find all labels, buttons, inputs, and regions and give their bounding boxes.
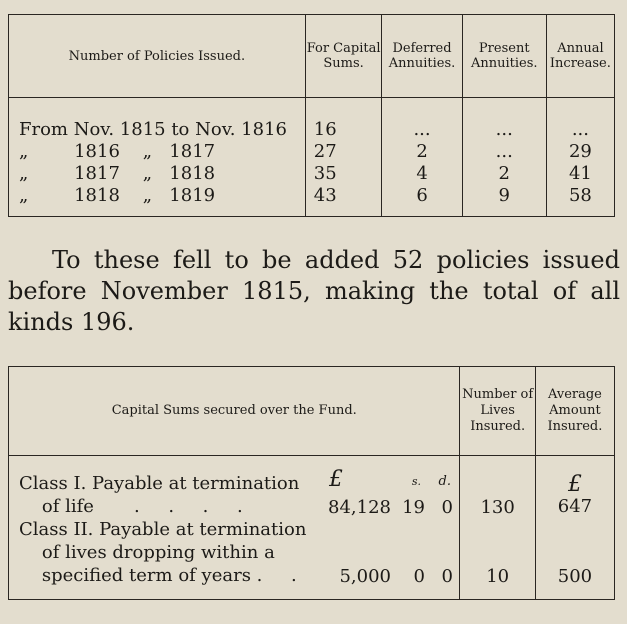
- period-cell: „ 1817 „ 1818: [19, 162, 216, 184]
- capital-cell: 16: [305, 98, 382, 141]
- deferred-cell: 6: [382, 184, 462, 217]
- deferred-cell: 4: [382, 162, 462, 184]
- amount-group: [323, 467, 453, 518]
- table-row: [9, 184, 615, 217]
- pounds-value: 84,128: [328, 497, 391, 518]
- header-present-annuities: Present Annuities.: [462, 15, 546, 98]
- period-cell: „ 1816 „ 1817: [19, 140, 216, 162]
- increase-cell: ...: [546, 98, 614, 141]
- deferred-cell: 2: [382, 140, 462, 162]
- policies-issued-table: [8, 14, 615, 217]
- table-row: [9, 456, 615, 519]
- present-cell: ...: [462, 140, 546, 162]
- lives-cell: 10: [460, 518, 535, 600]
- pence-value: 0: [441, 497, 453, 518]
- header-number-of-lives: Number of Lives Insured.: [460, 367, 535, 456]
- present-cell: 2: [462, 162, 546, 184]
- pence-label: d.: [438, 474, 451, 489]
- deferred-cell: ...: [382, 98, 462, 141]
- table-row: [9, 140, 615, 162]
- average-cell: 647: [557, 496, 593, 517]
- period-cell: From Nov. 1815 to Nov. 1816: [19, 118, 287, 140]
- header-policies-issued: Number of Policies Issued.: [9, 15, 306, 98]
- pound-symbol: £: [329, 467, 343, 492]
- average-pound-symbol: £: [567, 472, 582, 497]
- period-cell: „ 1818 „ 1819: [19, 184, 216, 206]
- capital-cell: 27: [305, 140, 382, 162]
- shillings-label: s.: [411, 475, 421, 488]
- capital-cell: 35: [305, 162, 382, 184]
- amount-group: [323, 566, 453, 587]
- present-cell: ...: [462, 98, 546, 141]
- present-cell: 9: [462, 184, 546, 217]
- table-row: [9, 98, 615, 141]
- shillings-value: 19: [402, 497, 425, 518]
- pounds-value: 5,000: [339, 566, 391, 587]
- table-row: [9, 518, 615, 600]
- header-deferred-annuities: Deferred Annuities.: [382, 15, 462, 98]
- average-cell: 500: [535, 518, 614, 600]
- body-paragraph: To these fell to be added 52 policies issued before November 1815, making the total of all kinds 196.: [8, 246, 620, 336]
- increase-cell: 41: [546, 162, 614, 184]
- capital-cell: 43: [305, 184, 382, 217]
- class-description: Class I. Payable at termination of life . . . .: [19, 473, 300, 517]
- header-capital-sums-secured: Capital Sums secured over the Fund.: [9, 367, 460, 456]
- capital-sums-table: [8, 366, 615, 600]
- class-description: Class II. Payable at termination of lives dropping within a specified term of years . .: [19, 519, 307, 586]
- header-average-amount: Average Amount Insured.: [535, 367, 614, 456]
- increase-cell: 58: [546, 184, 614, 217]
- lives-cell: 130: [460, 456, 535, 519]
- pence-value: 0: [441, 566, 453, 587]
- header-annual-increase: Annual Increase.: [546, 15, 614, 98]
- increase-cell: 29: [546, 140, 614, 162]
- shillings-value: 0: [413, 566, 425, 587]
- table-row: [9, 162, 615, 184]
- header-capital-sums: For Capital Sums.: [305, 15, 382, 98]
